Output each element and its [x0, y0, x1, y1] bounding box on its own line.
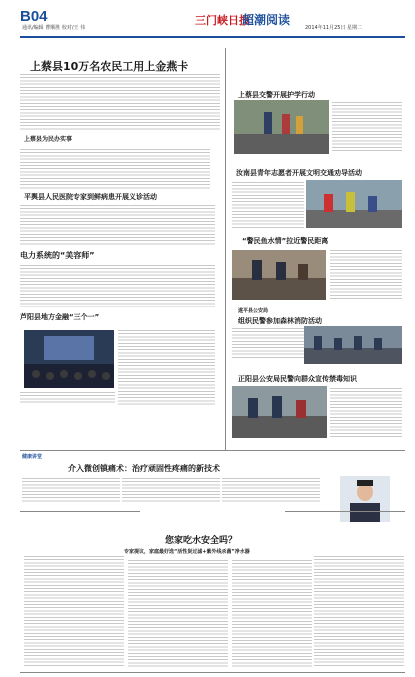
right-article-3-title: “警民鱼水情”拉近警民距离 [242, 237, 329, 245]
lead-body-col1 [20, 74, 120, 130]
right-article-3-body [330, 250, 402, 300]
fire-drill-photo [304, 326, 402, 364]
article-5-photo-notes [20, 392, 115, 404]
right-article-5-body [330, 388, 402, 438]
water-body-col2 [128, 560, 228, 668]
anti-drug-photo [232, 386, 327, 438]
health-article-title: 介入微创镇痛术：治疗顽固性疼痛的新技术 [68, 464, 220, 473]
issue-date: 2014年11月25日 星期二 [305, 25, 363, 31]
health-top-rule [20, 450, 405, 451]
page-number: B04 [20, 8, 48, 25]
health-body-col2 [122, 478, 220, 502]
health-body-col1 [22, 478, 120, 502]
section-name: 超潮阅读 [242, 13, 291, 27]
article-5-title: 芦阳县地方金融“三个一” [20, 313, 100, 321]
water-body-col1 [24, 556, 124, 668]
health-column-label: 健康讲堂 [22, 454, 43, 460]
right-article-1-title: 上蔡县交警开展护学行动 [238, 91, 315, 99]
water-body-col4 [314, 556, 404, 668]
water-safety-title: 您家吃水安全吗？ [165, 536, 238, 546]
lead-headline: 上蔡县10万名农民工用上金燕卡 [30, 60, 189, 73]
right-article-4-label: 遂平县公安局 [238, 308, 269, 314]
column-divider [225, 48, 226, 450]
masthead [20, 6, 405, 38]
article-4-title: 电力系统的“美容师” [20, 251, 95, 260]
article-3-body [20, 205, 215, 245]
masthead-subtitle: 通讯/编辑 曹顺胜 校对/王 伟 [22, 25, 86, 31]
school-traffic-photo [234, 100, 329, 154]
article-4-body [20, 265, 215, 307]
water-safety-banner [20, 503, 405, 521]
lead-body-col2 [120, 74, 220, 130]
police-community-photo [232, 250, 326, 300]
right-article-2-title: 汝南县青年志愿者开展文明交通劝导活动 [236, 169, 362, 177]
article-2-body [20, 149, 210, 189]
bottom-rule [20, 672, 405, 673]
water-safety-subtitle: 专家提议，家庭最好选“活性炭过滤+紫外线杀菌”净水器 [124, 549, 250, 555]
article-5-body [118, 330, 215, 405]
right-article-2-body [232, 182, 304, 230]
right-article-4-body [232, 328, 304, 360]
right-article-5-title: 正阳县公安局民警向群众宣传禁毒知识 [238, 375, 357, 383]
volunteer-photo [306, 180, 402, 228]
article-3-title: 平舆县人民医院专家到鲜病患开展义诊活动 [24, 193, 157, 201]
health-body-col3 [222, 478, 320, 502]
right-article-4-title: 组织民警参加森林消防活动 [238, 317, 322, 325]
newspaper-brand: 三门峡日报 [195, 14, 250, 27]
conference-photo [24, 330, 114, 388]
article-2-title: 上蔡县为民办实事 [24, 136, 73, 143]
water-body-col3 [232, 560, 312, 668]
right-article-1-body [332, 102, 402, 152]
